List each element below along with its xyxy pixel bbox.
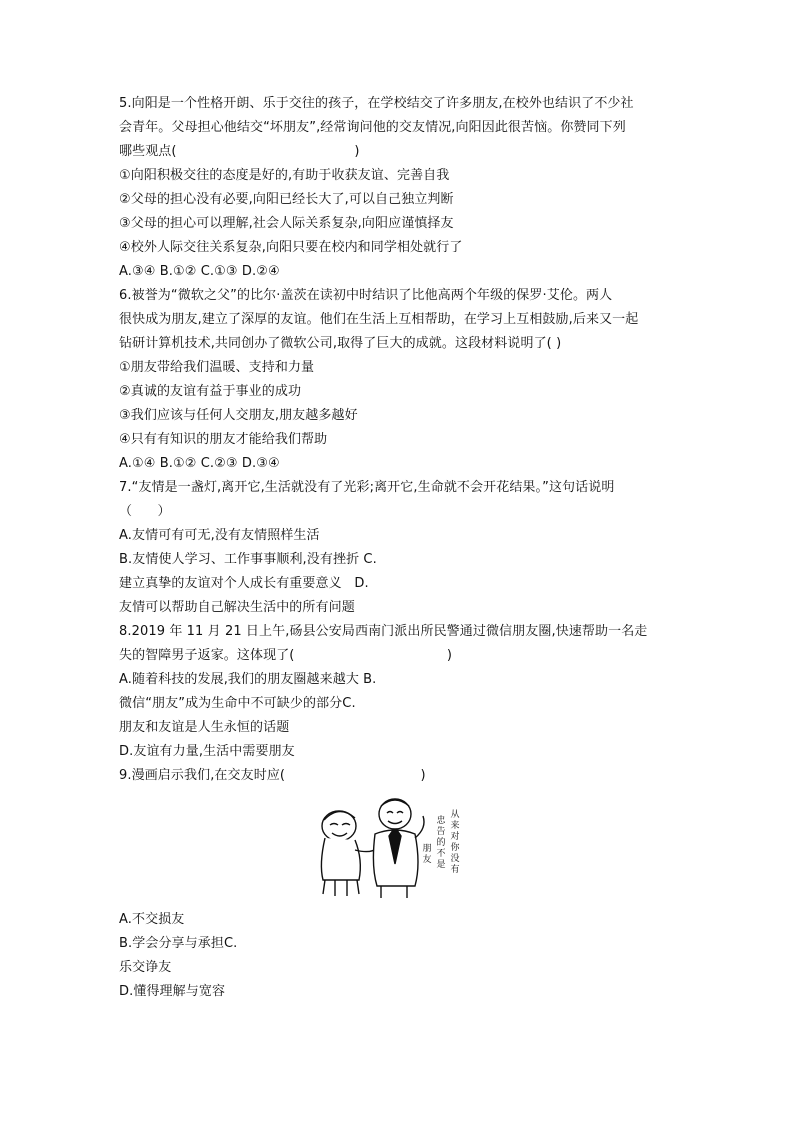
cartoon-caption-col: 朋友 bbox=[422, 844, 432, 865]
q8-line: 朋友和友谊是人生永恒的话题 bbox=[119, 720, 290, 735]
q5-statement: ④校外人际交往关系复杂,向阳只要在校内和同学相处就行了 bbox=[119, 240, 463, 255]
question-6 bbox=[119, 284, 679, 476]
q6-options: A.①④ B.①② C.②③ D.③④ bbox=[119, 456, 280, 471]
q8-line: D.友谊有力量,生活中需要朋友 bbox=[119, 744, 295, 759]
cartoon-figure bbox=[119, 794, 679, 904]
q8-line: A.随着科技的发展,我们的朋友圈越来越大 B. bbox=[119, 672, 377, 687]
q7-line: A.友情可有可无,没有友情照样生活 bbox=[119, 528, 320, 543]
question-7 bbox=[119, 476, 679, 620]
q6-statement: ②真诚的友谊有益于事业的成功 bbox=[119, 384, 302, 399]
q6-stem-line: 6.被誉为“微软之父”的比尔·盖茨在读初中时结识了比他高两个年级的保罗·艾伦。两人 bbox=[119, 288, 613, 303]
q6-statement: ④只有有知识的朋友才能给我们帮助 bbox=[119, 432, 328, 447]
q7-line: （ ） bbox=[119, 504, 171, 519]
q5-statement: ③父母的担心可以理解,社会人际关系复杂,向阳应谨慎择友 bbox=[119, 216, 454, 231]
cartoon-caption-col: 忠告的不是 bbox=[436, 816, 446, 870]
q8-line: 8.2019 年 11 月 21 日上午,砀县公安局西南门派出所民警通过微信朋友圈,快速帮助一名走 bbox=[119, 624, 648, 639]
q7-line: 7.“友情是一盏灯,离开它,生活就没有了光彩;离开它,生命就不会开花结果。”这句话说明 bbox=[119, 480, 615, 495]
q7-line: 建立真挚的友谊对个人成长有重要意义 D. bbox=[119, 576, 369, 591]
question-8 bbox=[119, 620, 679, 764]
exam-page bbox=[119, 92, 679, 1004]
q6-stem-line: 很快成为朋友,建立了深厚的友谊。他们在生活上互相帮助，在学习上互相鼓励,后来又一起 bbox=[119, 312, 639, 327]
q7-line: B.友情使人学习、工作事事顺利,没有挫折 C. bbox=[119, 552, 377, 567]
question-9 bbox=[119, 764, 679, 1004]
q5-options: A.③④ B.①② C.①③ D.②④ bbox=[119, 264, 280, 279]
q5-stem-line: 5.向阳是一个性格开朗、乐于交往的孩子，在学校结交了许多朋友,在校外也结识了不少社 bbox=[119, 96, 634, 111]
q6-stem-line: 钻研计算机技术,共同创办了微软公司,取得了巨大的成就。这段材料说明了( ) bbox=[119, 336, 562, 351]
cartoon-caption-col: 从来对你没有 bbox=[450, 810, 460, 875]
q9-option: A.不交损友 bbox=[119, 912, 185, 927]
q9-option: D.懂得理解与宽容 bbox=[119, 984, 226, 999]
q5-statement: ①向阳积极交往的态度是好的,有助于收获友谊、完善自我 bbox=[119, 168, 450, 183]
cartoon-illustration bbox=[311, 794, 471, 900]
q6-statement: ③我们应该与任何人交朋友,朋友越多越好 bbox=[119, 408, 358, 423]
question-5 bbox=[119, 92, 679, 284]
q5-statement: ②父母的担心没有必要,向阳已经长大了,可以自己独立判断 bbox=[119, 192, 454, 207]
q9-stem: 9.漫画启示我们,在交友时应( ) bbox=[119, 768, 426, 783]
q9-option: B.学会分享与承担C. bbox=[119, 936, 238, 951]
q5-stem-line: 会青年。父母担心他结交“坏朋友”,经常询问他的交友情况,向阳因此很苦恼。你赞同下列 bbox=[119, 120, 626, 135]
q7-line: 友情可以帮助自己解决生活中的所有问题 bbox=[119, 600, 355, 615]
q5-stem-line: 哪些观点( ) bbox=[119, 144, 360, 159]
q8-line: 微信“朋友”成为生命中不可缺少的部分C. bbox=[119, 696, 356, 711]
q9-option: 乐交诤友 bbox=[119, 960, 172, 975]
q6-statement: ①朋友带给我们温暖、支持和力量 bbox=[119, 360, 315, 375]
q8-line: 失的智障男子返家。这体现了( ) bbox=[119, 648, 453, 663]
